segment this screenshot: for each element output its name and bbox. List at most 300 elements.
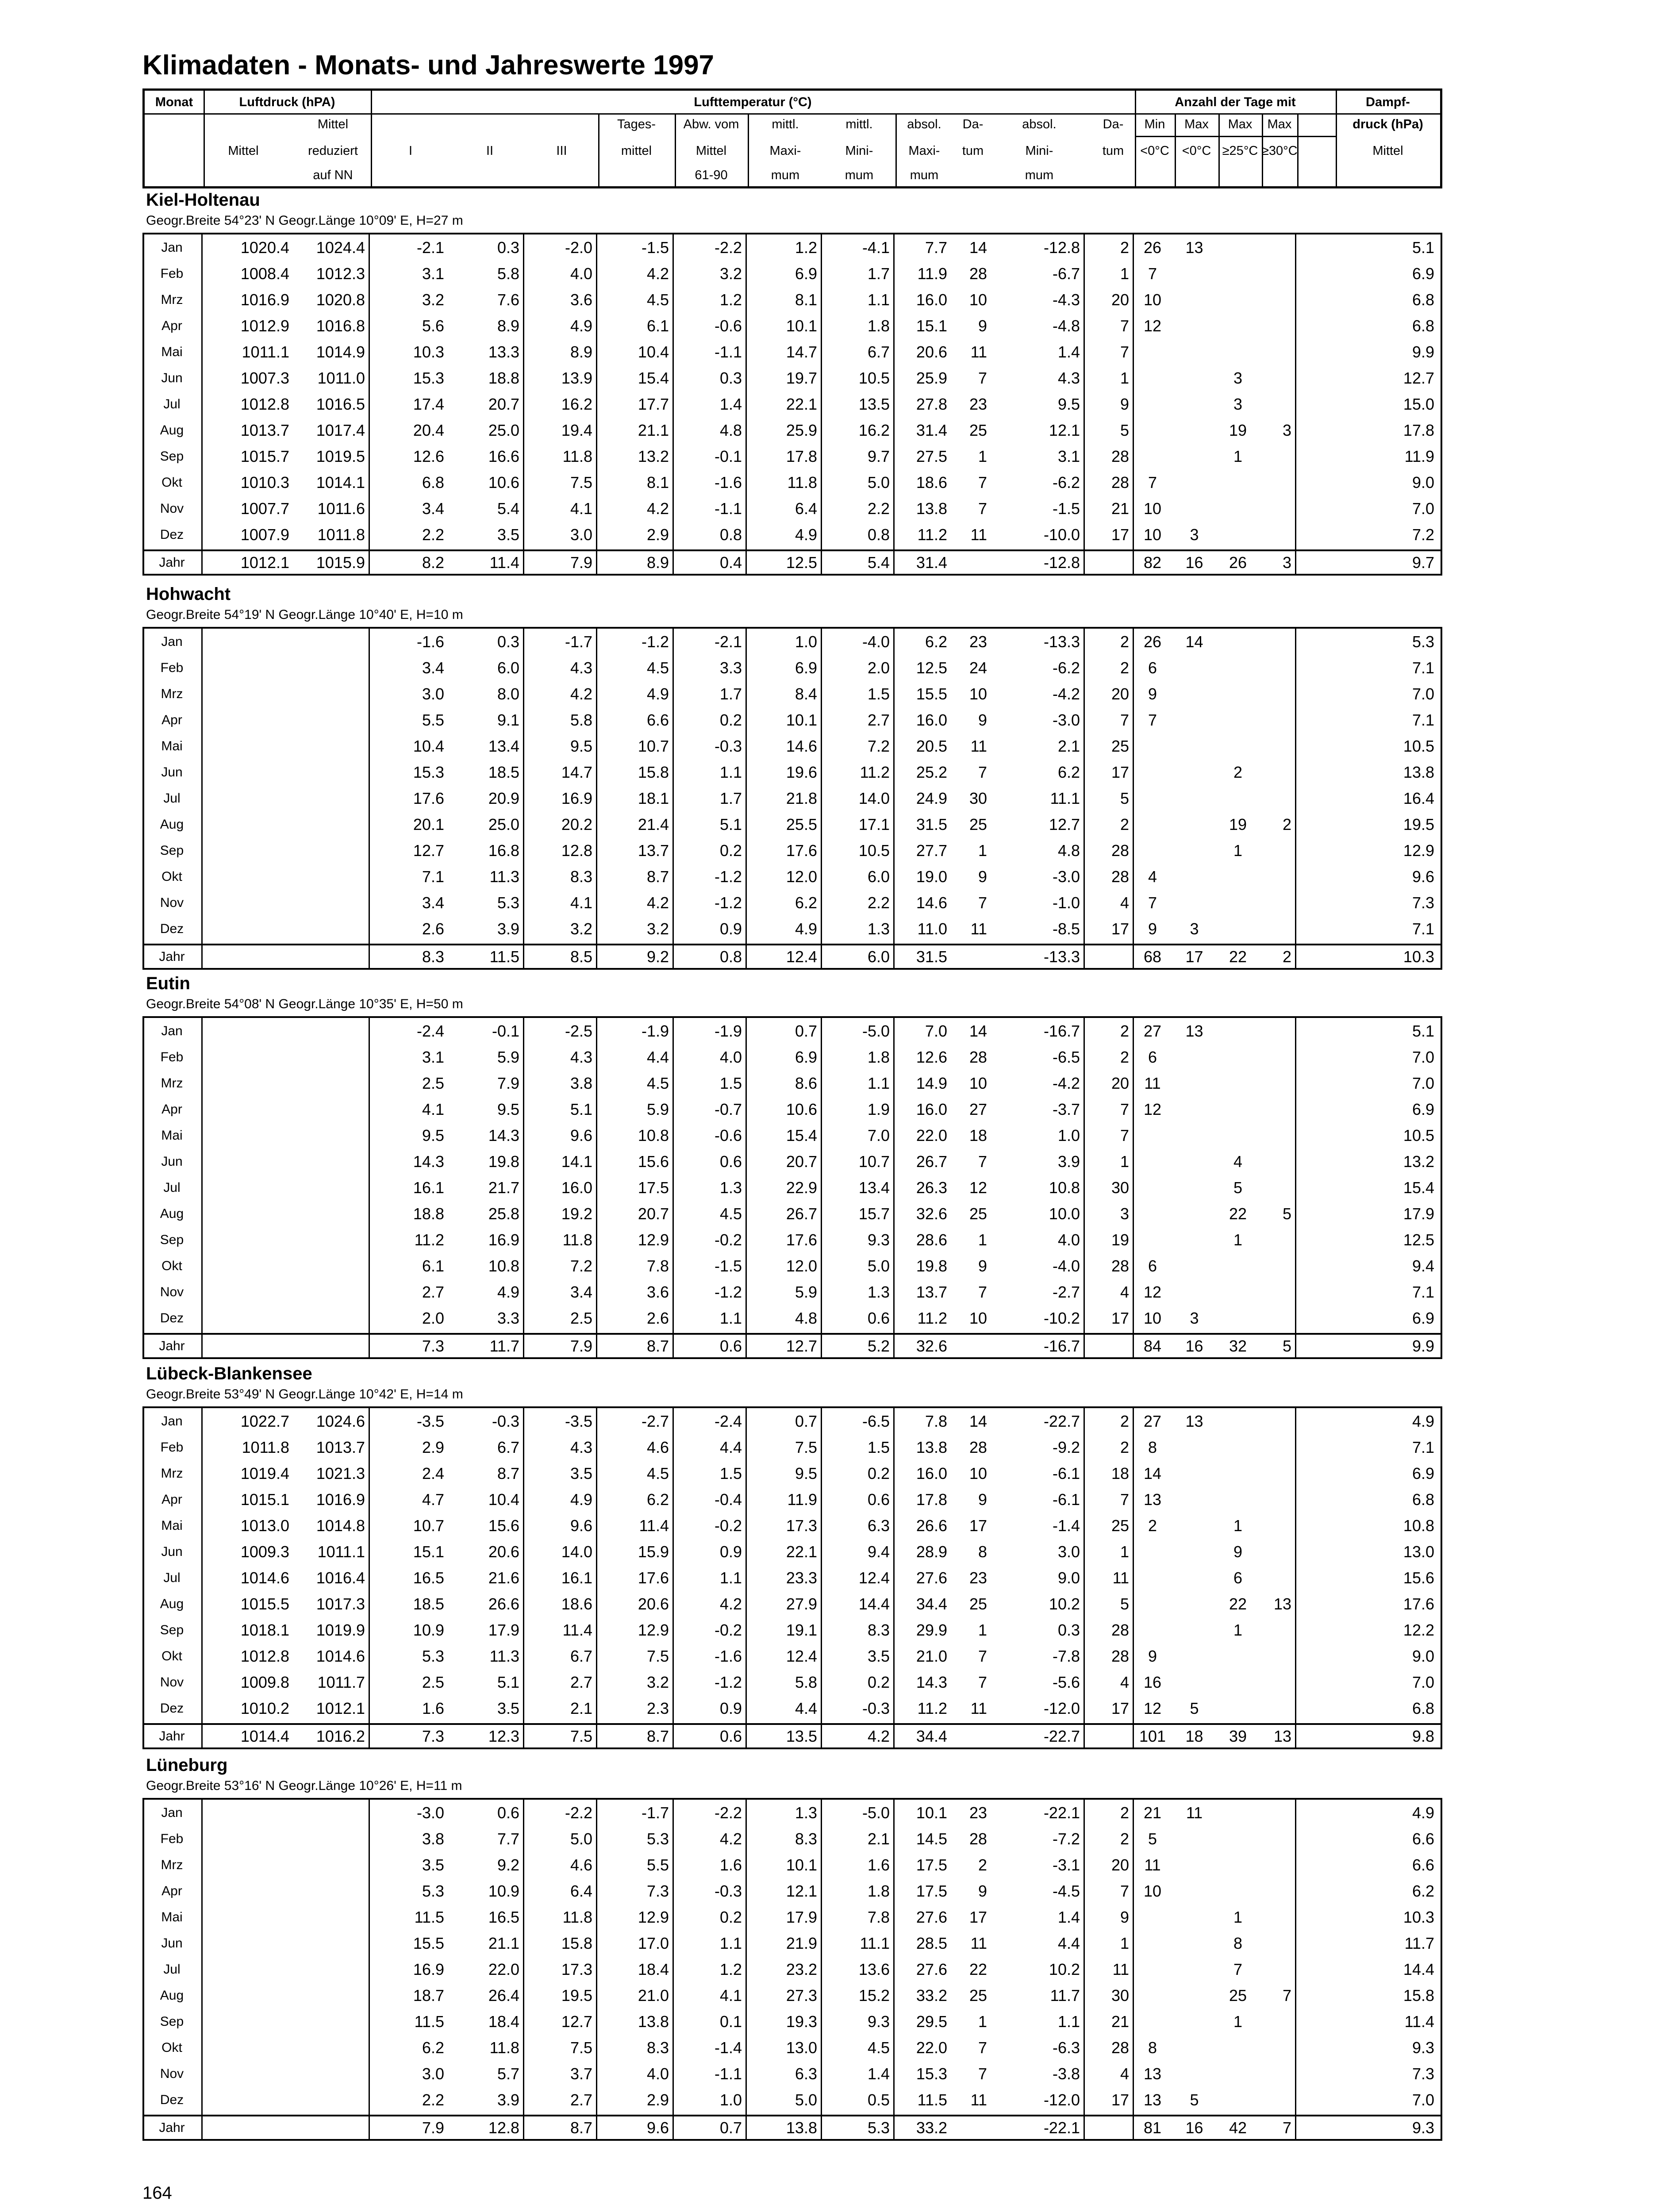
- table-cell: 3.2: [646, 920, 669, 938]
- table-cell: 1.5: [867, 685, 890, 703]
- table-cell: 10.7: [638, 737, 669, 755]
- month-cell: Nov: [160, 501, 184, 516]
- table-cell: [1172, 1852, 1216, 1878]
- table-cell: 18.4: [638, 1960, 669, 1978]
- table-cell: 21.9: [786, 1934, 817, 1952]
- table-cell: [293, 1800, 369, 1826]
- table-cell: 14.1: [561, 1152, 592, 1171]
- table-cell: 2: [1148, 1517, 1157, 1535]
- table-cell: [1260, 759, 1295, 785]
- table-cell: [293, 2115, 369, 2141]
- table-cell: 6.2: [646, 1490, 669, 1509]
- table-cell: 5.8: [570, 711, 592, 729]
- header-max-1: mittl.: [772, 117, 799, 131]
- table-cell: 8.9: [570, 343, 592, 361]
- table-cell: [1172, 2061, 1216, 2087]
- table-cell: 1.2: [795, 238, 817, 257]
- table-cell: 10.5: [858, 369, 890, 387]
- table-cell: 1013.0: [240, 1517, 289, 1535]
- table-cell: [1133, 391, 1172, 417]
- table-cell: [1260, 234, 1295, 261]
- table-cell: 17: [1111, 2091, 1129, 2109]
- table-cell: [1133, 1982, 1172, 2008]
- table-cell: 0.2: [719, 841, 742, 860]
- table-cell: 1024.6: [316, 1412, 365, 1430]
- header-c3-2: ≥25°C: [1222, 144, 1258, 158]
- table-cell: 5: [1233, 1179, 1243, 1197]
- table-cell: 5.6: [422, 317, 444, 335]
- table-cell: 6.9: [795, 1048, 817, 1066]
- table-cell: -4.0: [862, 633, 890, 651]
- table-cell: 26.7: [786, 1205, 817, 1223]
- table-cell: 28: [969, 1048, 987, 1066]
- table-cell: 0.9: [719, 1699, 742, 1717]
- table-cell: 1: [1233, 2012, 1243, 2031]
- table-cell: 11.9: [917, 265, 947, 283]
- table-cell: 5.9: [795, 1283, 817, 1301]
- table-cell: 1: [1233, 1231, 1243, 1249]
- table-cell: 9: [1120, 1908, 1129, 1926]
- table-cell: 15.5: [413, 1934, 444, 1952]
- table-cell: -1.1: [714, 2065, 742, 2083]
- table-cell: 17.7: [638, 395, 669, 413]
- table-cell: 7.0: [1412, 499, 1434, 518]
- table-cell: 9.9: [1412, 1337, 1434, 1355]
- table-cell: 0.7: [795, 1412, 817, 1430]
- month-cell: Aug: [160, 817, 184, 832]
- table-cell: 7.3: [1412, 2065, 1434, 2083]
- table-cell: [201, 1333, 293, 1359]
- table-cell: [1260, 1643, 1295, 1669]
- table-cell: 1011.7: [317, 1673, 365, 1691]
- header-tm-2: mittel: [621, 144, 652, 158]
- table-cell: 8.3: [570, 868, 592, 886]
- table-cell: -5.6: [1052, 1673, 1080, 1691]
- table-cell: [1172, 759, 1216, 785]
- table-cell: -22.1: [1043, 1804, 1080, 1822]
- header-max-3: mum: [771, 168, 800, 182]
- table-cell: [1216, 890, 1260, 916]
- table-cell: [1216, 1122, 1260, 1148]
- table-cell: -1.9: [641, 1022, 669, 1040]
- table-cell: [293, 2008, 369, 2035]
- table-cell: 13.5: [786, 1727, 817, 1745]
- table-cell: 8.7: [646, 1337, 669, 1355]
- header-d2-2: tum: [1102, 144, 1124, 158]
- table-row: [144, 1878, 1441, 1904]
- table-cell: [1172, 1669, 1216, 1695]
- table-cell: 20.6: [638, 1595, 669, 1613]
- table-cell: 18.7: [413, 1986, 444, 2005]
- table-cell: [1172, 339, 1216, 365]
- table-cell: 1.3: [719, 1179, 742, 1197]
- table-cell: -1.2: [714, 868, 742, 886]
- header-abw-1: Abw. vom: [683, 117, 739, 131]
- table-cell: 5.8: [795, 1673, 817, 1691]
- table-cell: 6.8: [1412, 1699, 1434, 1717]
- table-cell: 13.4: [488, 737, 519, 755]
- table-cell: 19.5: [561, 1986, 592, 2005]
- table-cell: 1.3: [795, 1804, 817, 1822]
- table-cell: 15.4: [638, 369, 669, 387]
- table-cell: 1012.8: [240, 1647, 289, 1665]
- table-cell: 2: [1120, 1022, 1129, 1040]
- table-cell: 1014.6: [316, 1647, 365, 1665]
- table-row: [144, 365, 1441, 391]
- table-cell: 10.2: [1049, 1960, 1080, 1978]
- table-cell: 2: [1120, 633, 1129, 651]
- table-cell: 5: [1120, 1595, 1129, 1613]
- table-cell: 25: [1229, 1986, 1247, 2005]
- table-cell: 4.5: [646, 1464, 669, 1482]
- table-cell: 9.6: [570, 1126, 592, 1144]
- month-cell: Nov: [160, 2066, 184, 2081]
- table-cell: 7.1: [1412, 1283, 1434, 1301]
- table-cell: 1.4: [1057, 1908, 1080, 1926]
- table-cell: 6.3: [867, 1517, 890, 1535]
- table-cell: [1133, 837, 1172, 864]
- table-cell: [1083, 2115, 1133, 2141]
- table-cell: 7.2: [570, 1257, 592, 1275]
- month-cell: Sep: [160, 2014, 184, 2029]
- page-number: 164: [142, 2183, 172, 2203]
- table-cell: 4: [1120, 894, 1129, 912]
- table-cell: 1022.7: [240, 1412, 289, 1430]
- table-cell: 7.5: [570, 473, 592, 492]
- table-cell: -0.3: [862, 1699, 890, 1717]
- table-cell: [1172, 864, 1216, 890]
- table-cell: 15.3: [413, 763, 444, 781]
- header-min-2: Mini-: [845, 144, 873, 158]
- table-cell: 0.9: [719, 1543, 742, 1561]
- table-cell: 28: [1111, 1647, 1129, 1665]
- table-cell: [1172, 707, 1216, 733]
- table-cell: 4.1: [719, 1986, 742, 2005]
- table-cell: [1260, 2008, 1295, 2035]
- table-cell: 22.0: [488, 1960, 519, 1978]
- table-cell: 1016.9: [316, 1490, 365, 1509]
- table-cell: 0.6: [867, 1490, 890, 1509]
- table-cell: 12.1: [786, 1882, 817, 1900]
- table-cell: -2.5: [565, 1022, 592, 1040]
- table-cell: 8.0: [497, 685, 519, 703]
- table-cell: 1.1: [719, 1569, 742, 1587]
- table-cell: 1.4: [719, 395, 742, 413]
- month-cell: Jun: [161, 1936, 183, 1951]
- header-c1-1: Min: [1144, 117, 1165, 131]
- table-cell: [1172, 890, 1216, 916]
- header-luftdruck: Luftdruck (hPA): [239, 95, 335, 109]
- table-cell: 6.4: [570, 1882, 592, 1900]
- table-cell: 22: [1229, 1205, 1247, 1223]
- table-cell: 21: [1143, 1804, 1162, 1822]
- table-cell: 7: [1120, 1490, 1129, 1509]
- table-cell: -0.4: [714, 1490, 742, 1509]
- table-cell: -0.6: [714, 1126, 742, 1144]
- table-cell: -1.5: [714, 1257, 742, 1275]
- table-cell: 5.1: [570, 1100, 592, 1118]
- table-cell: 4.3: [570, 659, 592, 677]
- table-cell: [293, 1982, 369, 2008]
- table-cell: 3.5: [867, 1647, 890, 1665]
- table-cell: [1260, 443, 1295, 469]
- table-cell: [1172, 1148, 1216, 1175]
- table-cell: -2.1: [416, 238, 444, 257]
- table-cell: 11: [970, 1934, 987, 1952]
- month-cell: Jahr: [159, 1339, 185, 1353]
- table-cell: 1.5: [719, 1074, 742, 1092]
- table-cell: [201, 1122, 293, 1148]
- table-cell: [1216, 287, 1260, 313]
- table-cell: [1216, 1878, 1260, 1904]
- table-cell: 7: [978, 2039, 987, 2057]
- table-cell: [293, 864, 369, 890]
- table-cell: 11: [970, 526, 987, 544]
- table-cell: 1019.9: [316, 1621, 365, 1639]
- table-cell: [1260, 681, 1295, 707]
- table-cell: 10.7: [413, 1517, 444, 1535]
- table-cell: 10.0: [1049, 1205, 1080, 1223]
- header-t-III: III: [556, 144, 567, 158]
- table-cell: 16.1: [561, 1569, 592, 1587]
- table-cell: 0.6: [719, 1337, 742, 1355]
- table-cell: 1: [1120, 1934, 1129, 1952]
- table-cell: [293, 1044, 369, 1070]
- table-cell: 0.3: [1057, 1621, 1080, 1639]
- table-cell: 3.9: [497, 920, 519, 938]
- table-cell: 28: [1111, 473, 1129, 492]
- table-cell: 11: [1144, 1074, 1161, 1092]
- table-cell: 17.6: [786, 1231, 817, 1249]
- table-cell: 2.3: [646, 1699, 669, 1717]
- table-cell: 7.1: [1412, 1438, 1434, 1456]
- table-cell: 3.8: [422, 1830, 444, 1848]
- table-cell: 4.2: [646, 265, 669, 283]
- table-cell: 26: [1143, 238, 1162, 257]
- table-cell: 25: [1111, 737, 1129, 755]
- table-cell: 17: [1185, 948, 1203, 966]
- table-cell: [1172, 1565, 1216, 1591]
- table-cell: 0.7: [719, 2119, 742, 2137]
- table-cell: 1: [1233, 1517, 1243, 1535]
- table-cell: [1260, 391, 1295, 417]
- table-cell: 10.9: [488, 1882, 519, 1900]
- table-cell: [293, 2061, 369, 2087]
- table-cell: 10.1: [916, 1804, 947, 1822]
- table-cell: [1216, 1305, 1260, 1331]
- table-cell: 28.6: [916, 1231, 947, 1249]
- table-cell: 10: [1143, 526, 1162, 544]
- table-cell: 3.0: [422, 685, 444, 703]
- table-cell: 29.5: [916, 2012, 947, 2031]
- table-cell: 4.9: [646, 685, 669, 703]
- table-cell: 16.8: [488, 841, 519, 860]
- table-cell: 5.0: [867, 473, 890, 492]
- table-cell: 26.6: [488, 1595, 519, 1613]
- table-cell: -4.1: [862, 238, 890, 257]
- table-cell: 3.4: [570, 1283, 592, 1301]
- table-cell: 15.4: [1403, 1179, 1434, 1197]
- table-cell: 10.4: [638, 343, 669, 361]
- table-cell: 12: [1143, 1100, 1162, 1118]
- table-cell: 25: [969, 1205, 987, 1223]
- table-cell: 12.7: [1403, 369, 1434, 387]
- table-cell: 15.1: [916, 317, 947, 335]
- table-cell: [1172, 365, 1216, 391]
- table-cell: 1019.4: [240, 1464, 289, 1482]
- table-cell: -4.2: [1052, 1074, 1080, 1092]
- table-cell: 20: [1111, 1074, 1129, 1092]
- table-cell: 25.9: [786, 421, 817, 439]
- table-cell: [1133, 811, 1172, 837]
- table-cell: 17.6: [413, 789, 444, 807]
- table-cell: -22.7: [1043, 1727, 1080, 1745]
- table-cell: 9.3: [867, 2012, 890, 2031]
- header-amax-1: absol.: [907, 117, 941, 131]
- table-cell: 13.8: [916, 499, 947, 518]
- table-cell: 14: [969, 1022, 987, 1040]
- month-cell: Mrz: [161, 687, 183, 701]
- table-cell: 20: [1111, 685, 1129, 703]
- table-cell: 23: [969, 633, 987, 651]
- table-cell: 4.2: [719, 1830, 742, 1848]
- table-cell: -2.2: [565, 1804, 592, 1822]
- table-row: [144, 1539, 1441, 1565]
- table-cell: [1172, 287, 1216, 313]
- table-cell: 16.9: [488, 1231, 519, 1249]
- table-cell: 2: [1120, 659, 1129, 677]
- table-cell: [1260, 1408, 1295, 1434]
- table-cell: [1216, 1669, 1260, 1695]
- table-cell: 9.7: [1412, 553, 1434, 572]
- table-row: [144, 469, 1441, 495]
- table-cell: 5.1: [1412, 238, 1434, 257]
- table-cell: 3.3: [719, 659, 742, 677]
- table-cell: [1216, 1434, 1260, 1460]
- header-lufttemperatur: Lufttemperatur (°C): [694, 95, 812, 109]
- table-cell: 21.0: [638, 1986, 669, 2005]
- table-cell: 11.9: [787, 1490, 817, 1509]
- table-cell: 11.8: [562, 1231, 592, 1249]
- table-cell: -3.7: [1052, 1100, 1080, 1118]
- table-cell: 1.7: [719, 789, 742, 807]
- table-cell: 7: [978, 1283, 987, 1301]
- table-cell: 12.9: [1403, 841, 1434, 860]
- table-cell: 25: [969, 1986, 987, 2005]
- table-cell: [1260, 1565, 1295, 1591]
- table-cell: [1133, 1956, 1172, 1982]
- table-cell: [951, 2115, 991, 2141]
- header-c3-1: Max: [1228, 117, 1253, 131]
- table-cell: [201, 1044, 293, 1070]
- table-cell: 2.5: [422, 1673, 444, 1691]
- table-cell: -1.2: [714, 894, 742, 912]
- table-cell: 7: [1120, 1100, 1129, 1118]
- table-cell: 4.3: [1057, 369, 1080, 387]
- table-cell: -6.1: [1052, 1490, 1080, 1509]
- table-cell: 4.4: [719, 1438, 742, 1456]
- table-row: [144, 1982, 1441, 2008]
- table-cell: -9.2: [1052, 1438, 1080, 1456]
- table-cell: [293, 944, 369, 970]
- month-cell: Mai: [161, 345, 183, 359]
- table-cell: 1.6: [422, 1699, 444, 1717]
- table-cell: 23: [969, 1569, 987, 1587]
- table-cell: [1216, 522, 1260, 548]
- header-ld-red-3: auf NN: [313, 168, 353, 182]
- table-cell: -2.4: [714, 1412, 742, 1430]
- table-cell: 9.6: [1412, 868, 1434, 886]
- table-cell: -1.7: [641, 1804, 669, 1822]
- header-dampf-2: druck (hPa): [1352, 117, 1423, 131]
- table-cell: [1260, 1253, 1295, 1279]
- month-cell: Jun: [161, 1544, 183, 1559]
- table-cell: 17.1: [858, 815, 890, 833]
- table-cell: 7: [1120, 1882, 1129, 1900]
- table-cell: [201, 1070, 293, 1096]
- table-cell: 14.4: [858, 1595, 890, 1613]
- table-row: [144, 1486, 1441, 1513]
- table-cell: 10.8: [488, 1257, 519, 1275]
- table-cell: 14: [1143, 1464, 1162, 1482]
- table-cell: 17.5: [916, 1882, 947, 1900]
- table-cell: 1: [978, 1231, 987, 1249]
- table-row: [144, 391, 1441, 417]
- table-cell: [293, 2035, 369, 2061]
- table-cell: 2: [1120, 815, 1129, 833]
- table-cell: 11.4: [1404, 2012, 1434, 2031]
- table-cell: [1260, 339, 1295, 365]
- table-cell: 3.4: [422, 499, 444, 518]
- table-cell: 1.6: [719, 1856, 742, 1874]
- table-cell: 8.3: [795, 1830, 817, 1848]
- table-cell: 1.0: [1057, 1126, 1080, 1144]
- table-cell: 5: [1190, 2091, 1199, 2109]
- table-cell: 25.0: [488, 421, 519, 439]
- table-cell: 8.3: [646, 2039, 669, 2057]
- table-cell: 1: [1233, 447, 1243, 465]
- table-cell: [951, 1333, 991, 1359]
- table-cell: 25.2: [916, 763, 947, 781]
- station-name: Lübeck-Blankensee: [146, 1364, 312, 1383]
- table-cell: 25: [1111, 1517, 1129, 1535]
- table-cell: 11: [1144, 1856, 1161, 1874]
- table-cell: 1: [1233, 1908, 1243, 1926]
- table-cell: 1.2: [719, 291, 742, 309]
- header-c4-2: ≥30°C: [1262, 144, 1298, 158]
- table-cell: -2.4: [416, 1022, 444, 1040]
- table-cell: 6.9: [795, 659, 817, 677]
- table-cell: 4.5: [867, 2039, 890, 2057]
- table-cell: 7.3: [422, 1727, 444, 1745]
- table-cell: 7.0: [1412, 1673, 1434, 1691]
- header-dampf: Dampf-: [1366, 95, 1410, 109]
- table-cell: 9.2: [646, 948, 669, 966]
- table-cell: [201, 629, 293, 655]
- month-cell: Jul: [163, 791, 181, 806]
- table-cell: 15.5: [916, 685, 947, 703]
- table-cell: 29.9: [916, 1621, 947, 1639]
- table-cell: 18.6: [916, 473, 947, 492]
- table-cell: 22.0: [916, 2039, 947, 2057]
- table-cell: 13.7: [638, 841, 669, 860]
- table-cell: [1172, 1643, 1216, 1669]
- table-cell: 9.7: [867, 447, 890, 465]
- header-c2-1: Max: [1184, 117, 1209, 131]
- table-row: [144, 864, 1441, 890]
- month-cell: Apr: [161, 713, 182, 727]
- table-cell: 5.0: [795, 2091, 817, 2109]
